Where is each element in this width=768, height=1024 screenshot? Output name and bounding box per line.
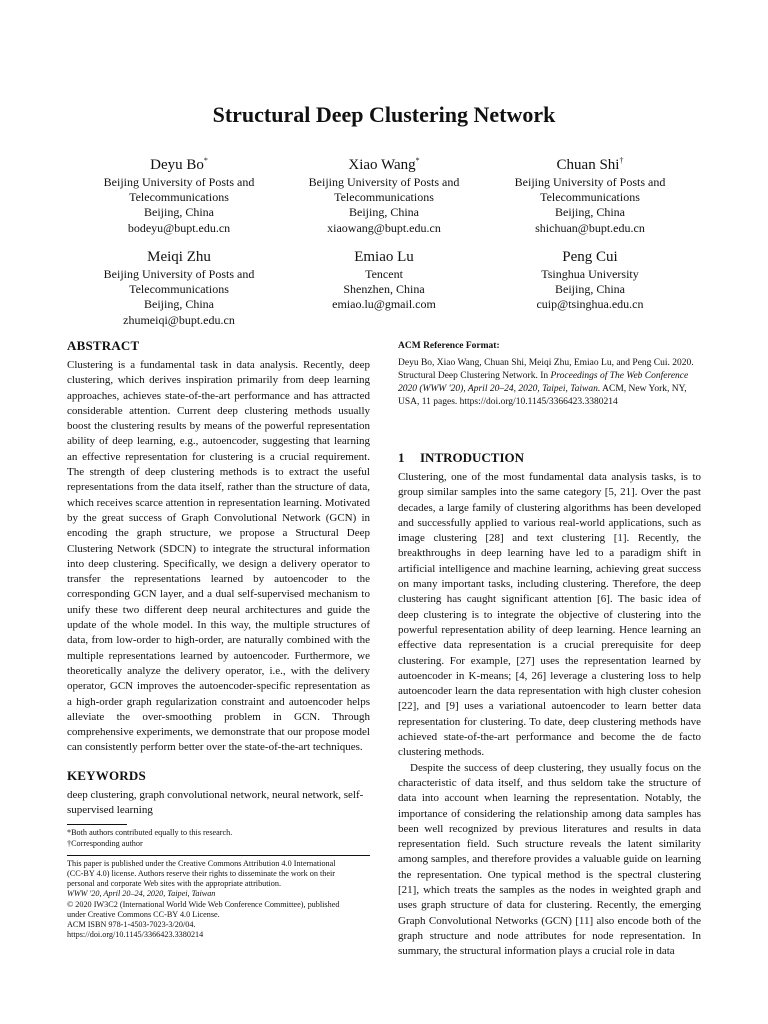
abstract-text: Clustering is a fundamental task in data analysis. Recently, deep clustering, which derives inspiration primarily from deep learning approaches, achieves state-of-the-art performance and has attracted considerable attention. Current deep clustering methods usually boost the clustering results by means of the powerful representation ability of deep learning, e.g., autoencoder, suggesting that learning an effective representation for clustering is a crucial requirement. The strength of deep clustering methods is to extract the useful representations from the data itself, rather than the structure of data, which receives scarce attention in representation learning. Motivated by the great success of Graph Convolutional Network (GCN) in encoding the graph structure, we propose a Structural Deep Clustering Network (SDCN) to integrate the structural information into deep clustering. Specifically, we design a delivery operator to transfer the representations learned by autoencoder to the corresponding GCN layer, and a dual self-supervised mechanism to unify these two different deep neural architectures and guide the update of the whole model. In this way, the multiple structures of data, from low-order to high-order, are naturally combined with the multiple representations learned by autoencoder. Furthermore, we theoretically analyze the delivery operator, i.e., with the delivery operator, GCN improves the autoencoder-specific representation as a high-order graph regularization constraint and autoencoder helps alleviate the over-smoothing problem in GCN. Through comprehensive experiments, we demonstrate that our propose model can consistently perform better over the state-of-the-art techniques.	[67, 359, 370, 754]
license-line: This paper is published under the Creative Commons Attribution 4.0 International	[67, 858, 336, 868]
right-column	[398, 340, 701, 960]
paper-title: Structural Deep Clustering Network	[212, 102, 556, 127]
keywords-text: deep clustering, graph convolutional network, neural network, self-supervised learning	[67, 788, 364, 817]
author-name: Xiao Wang*	[348, 156, 420, 173]
author-name: Emiao Lu	[354, 249, 414, 265]
author-name: Deyu Bo*	[150, 156, 208, 173]
license-block	[67, 859, 370, 941]
acm-reference-heading: ACM Reference Format:	[398, 341, 500, 351]
author-affiliation: Telecommunications	[129, 282, 229, 297]
author-block	[59, 156, 299, 236]
author-email: shichuan@bupt.edu.cn	[535, 220, 645, 235]
author-email: zhumeiqi@bupt.edu.cn	[123, 312, 235, 327]
footnote-corresponding-author: †Corresponding author	[67, 838, 143, 848]
author-email: cuip@tsinghua.edu.cn	[536, 297, 644, 312]
intro-paragraph: Clustering, one of the most fundamental data analysis tasks, is to group similar samples into the same category [5, 21]. Over the past decades, a large family of clustering algorithms has been developed and successfully applied to various real-world applications, such as image clustering [28] and text clustering [1]. Recently, the breakthroughs in deep learning have led to a paradigm shift in artificial intelligence and machine learning, achieving great success on many important tasks, including clustering. Therefore, the deep clustering has caught significant attention [6]. The basic idea of deep clustering is to integrate the objective of clustering into the powerful representation ability of deep learning. Hence learning an effective data representation is a crucial prerequisite for deep clustering. For example, [27] uses the representation learned by autoencoder in K-means; [4, 26] leverage a clustering loss to help autoencoder learn the data representation with high cluster cohesion [22], and [9] uses a variational autoencoder to learn better data representation for clustering. To date, deep clustering methods have achieved state-of-the-art performance and become the de facto clustering methods.	[398, 471, 701, 759]
author-email: bodeyu@bupt.edu.cn	[127, 220, 231, 235]
author-block	[59, 248, 299, 328]
author-affiliation: Beijing University of Posts and	[103, 267, 255, 281]
author-affiliation: Tsinghua University	[541, 267, 639, 281]
left-column	[67, 338, 370, 940]
keywords-heading: KEYWORDS	[67, 767, 146, 783]
acm-reference-text: Deyu Bo, Xiao Wang, Chuan Shi, Meiqi Zhu, Emiao Lu, and Peng Cui. 2020. Structural Deep Clustering Network. In Proceedings of The Web Conference 2020 (WWW '20), April 20–24, 2020, Taipei, Taiwan. ACM, New York, NY, USA, 11 pages. https://doi.org/10.1145/3366423.3380214	[398, 358, 694, 407]
copyright-line: © 2020 IW3C2 (International World Wide Web Conference Committee), published	[67, 899, 340, 909]
author-name: Peng Cui	[562, 249, 618, 265]
footnote-equal-contribution: *Both authors contributed equally to this research.	[67, 828, 233, 838]
author-affiliation: Telecommunications	[334, 190, 434, 205]
author-location: Shenzhen, China	[343, 282, 425, 297]
author-location: Beijing, China	[555, 205, 625, 220]
author-location: Beijing, China	[555, 282, 625, 297]
license-line: personal and corporate Web sites with the appropriate attribution.	[67, 879, 282, 889]
conference-line: WWW '20, April 20–24, 2020, Taipei, Taiwan	[67, 889, 216, 899]
author-block	[470, 156, 710, 236]
introduction-heading: 1 INTRODUCTION	[398, 450, 525, 465]
author-block	[264, 156, 504, 236]
footnote-rule	[67, 824, 127, 825]
author-name: Chuan Shi†	[556, 156, 624, 173]
author-email: xiaowang@bupt.edu.cn	[327, 220, 441, 235]
license-line: under Creative Commons CC-BY 4.0 License.	[67, 909, 220, 919]
author-location: Beijing, China	[144, 205, 214, 220]
author-affiliation: Beijing University of Posts and	[103, 175, 255, 189]
doi-line: https://doi.org/10.1145/3366423.3380214	[67, 930, 204, 940]
introduction-body	[398, 470, 701, 960]
author-affiliation: Tencent	[365, 267, 403, 281]
author-location: Beijing, China	[144, 297, 214, 312]
author-name: Meiqi Zhu	[147, 249, 211, 265]
abstract-heading: ABSTRACT	[67, 338, 140, 353]
author-email: emiao.lu@gmail.com	[332, 297, 436, 312]
author-block	[470, 248, 710, 313]
author-location: Beijing, China	[349, 205, 419, 220]
author-affiliation: Telecommunications	[129, 190, 229, 205]
author-block	[264, 248, 504, 313]
author-affiliation: Telecommunications	[540, 190, 640, 205]
isbn-line: ACM ISBN 978-1-4503-7023-3/20/04.	[67, 919, 196, 929]
license-rule	[67, 855, 370, 856]
author-affiliation: Beijing University of Posts and	[514, 175, 666, 189]
license-line: (CC-BY 4.0) license. Authors reserve their rights to disseminate the work on their	[67, 868, 336, 878]
author-affiliation: Beijing University of Posts and	[308, 175, 460, 189]
intro-paragraph: Despite the success of deep clustering, they usually focus on the characteristic of data itself, and thus seldom take the structure of data into account when learning the representation. Notably, the importance of considering the relationship among data samples has been well recognized by previous literatures and results in data representation field. Such structure reveals the latent similarity among samples, and therefore provides a valuable guide on learning the representation. One typical method is the spectral clustering [21], which treats the samples as the nodes in weighted graph and uses graph structure of data for clustering. Recently, the emerging Graph Convolutional Networks (GCN) [11] also encode both of the graph structure and node attributes for node representation. In summary, the structural information plays a crucial role in data	[398, 761, 701, 958]
